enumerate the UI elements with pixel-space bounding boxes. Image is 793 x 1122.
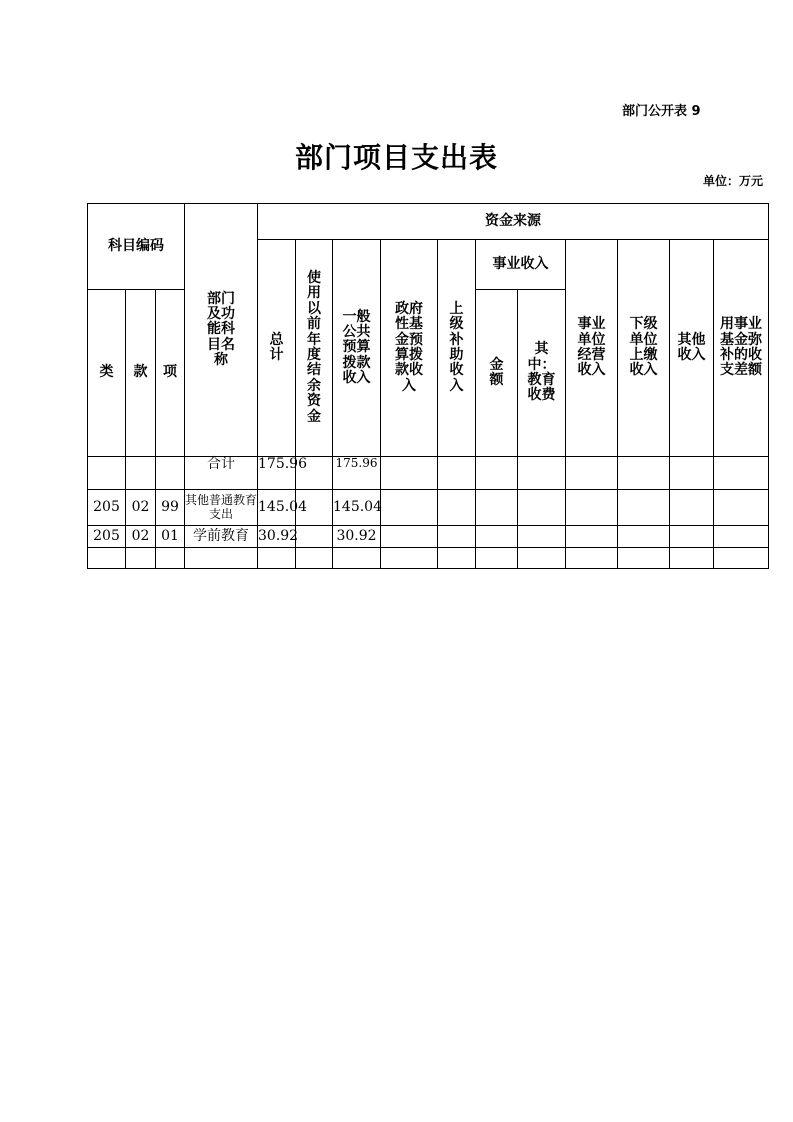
cell-name <box>185 548 258 569</box>
project-expenditure-table <box>87 203 769 569</box>
header-xiang: 项 <box>156 290 185 457</box>
cell-empty <box>714 457 769 490</box>
cell-empty <box>618 526 670 548</box>
header-lei: 类 <box>88 290 126 457</box>
cell-xiang <box>156 457 185 490</box>
cell-total: 145.04 <box>258 490 296 526</box>
page-title: 部门项目支出表 <box>294 141 498 174</box>
header-total: 总 计 <box>258 240 296 457</box>
cell-empty <box>518 548 566 569</box>
cell-empty <box>381 457 438 490</box>
cell-kuan: 02 <box>126 526 156 548</box>
cell-empty <box>438 548 476 569</box>
cell-general <box>333 548 381 569</box>
cell-total <box>258 548 296 569</box>
header-gov-fund: 政府 性基 金预 算拨 款收 入 <box>381 240 438 457</box>
cell-empty <box>438 457 476 490</box>
header-lower-unit-remit: 下级 单位 上缴 收入 <box>618 240 670 457</box>
cell-empty <box>618 548 670 569</box>
cell-lei <box>88 457 126 490</box>
cell-kuan <box>126 548 156 569</box>
cell-empty <box>714 490 769 526</box>
cell-general: 145.04 <box>333 490 381 526</box>
cell-empty <box>618 457 670 490</box>
header-business-fund-balance: 用事业 基金弥 补的收 支差额 <box>714 240 769 457</box>
header-business-unit-operating: 事业 单位 经营 收入 <box>566 240 618 457</box>
cell-empty <box>381 490 438 526</box>
cell-name: 合计 <box>185 457 258 490</box>
cell-lei <box>88 548 126 569</box>
table-row <box>88 548 769 569</box>
header-other-income: 其他 收入 <box>670 240 714 457</box>
header-amount: 金 额 <box>476 290 518 457</box>
cell-empty <box>670 457 714 490</box>
header-subject-code: 科目编码 <box>88 204 185 290</box>
cell-kuan: 02 <box>126 490 156 526</box>
header-funding-source: 资金来源 <box>258 204 769 240</box>
cell-empty <box>714 526 769 548</box>
header-of-which-tuition: 其 中： 教育 收费 <box>518 290 566 457</box>
cell-empty <box>518 457 566 490</box>
cell-empty <box>381 548 438 569</box>
cell-empty <box>518 526 566 548</box>
cell-empty <box>518 490 566 526</box>
header-kuan: 款 <box>126 290 156 457</box>
table-row <box>88 490 769 526</box>
cell-xiang: 01 <box>156 526 185 548</box>
form-number: 部门公开表 9 <box>622 104 701 119</box>
cell-empty <box>381 526 438 548</box>
cell-xiang: 99 <box>156 490 185 526</box>
cell-general: 175.96 <box>333 457 381 490</box>
cell-total: 30.92 <box>258 526 296 548</box>
cell-prior <box>296 526 333 548</box>
table-row <box>88 526 769 548</box>
cell-empty <box>670 490 714 526</box>
cell-name: 学前教育 <box>185 526 258 548</box>
unit-label: 单位：万元 <box>703 174 764 188</box>
header-upper-subsidy: 上 级 补 助 收 入 <box>438 240 476 457</box>
cell-empty <box>476 457 518 490</box>
cell-empty <box>714 548 769 569</box>
cell-empty <box>618 490 670 526</box>
cell-empty <box>438 526 476 548</box>
cell-empty <box>566 457 618 490</box>
cell-empty <box>566 526 618 548</box>
cell-empty <box>476 548 518 569</box>
cell-empty <box>670 526 714 548</box>
cell-empty <box>476 490 518 526</box>
cell-empty <box>476 526 518 548</box>
cell-lei: 205 <box>88 490 126 526</box>
cell-general: 30.92 <box>333 526 381 548</box>
cell-empty <box>566 490 618 526</box>
cell-name: 其他普通教育支出 <box>185 490 258 526</box>
header-dept-function-name: 部门 及功 能科 目名 称 <box>185 204 258 457</box>
cell-xiang <box>156 548 185 569</box>
header-general-budget: 一般 公共 预算 拨款 收入 <box>333 240 381 457</box>
cell-prior <box>296 548 333 569</box>
cell-empty <box>438 490 476 526</box>
cell-total: 175.96 <box>258 457 296 490</box>
cell-empty <box>670 548 714 569</box>
header-business-income: 事业收入 <box>476 240 566 290</box>
table-row <box>88 457 769 490</box>
cell-empty <box>566 548 618 569</box>
cell-kuan <box>126 457 156 490</box>
header-prior-year-balance: 使 用 以 前 年 度 结 余 资 金 <box>296 240 333 457</box>
cell-lei: 205 <box>88 526 126 548</box>
